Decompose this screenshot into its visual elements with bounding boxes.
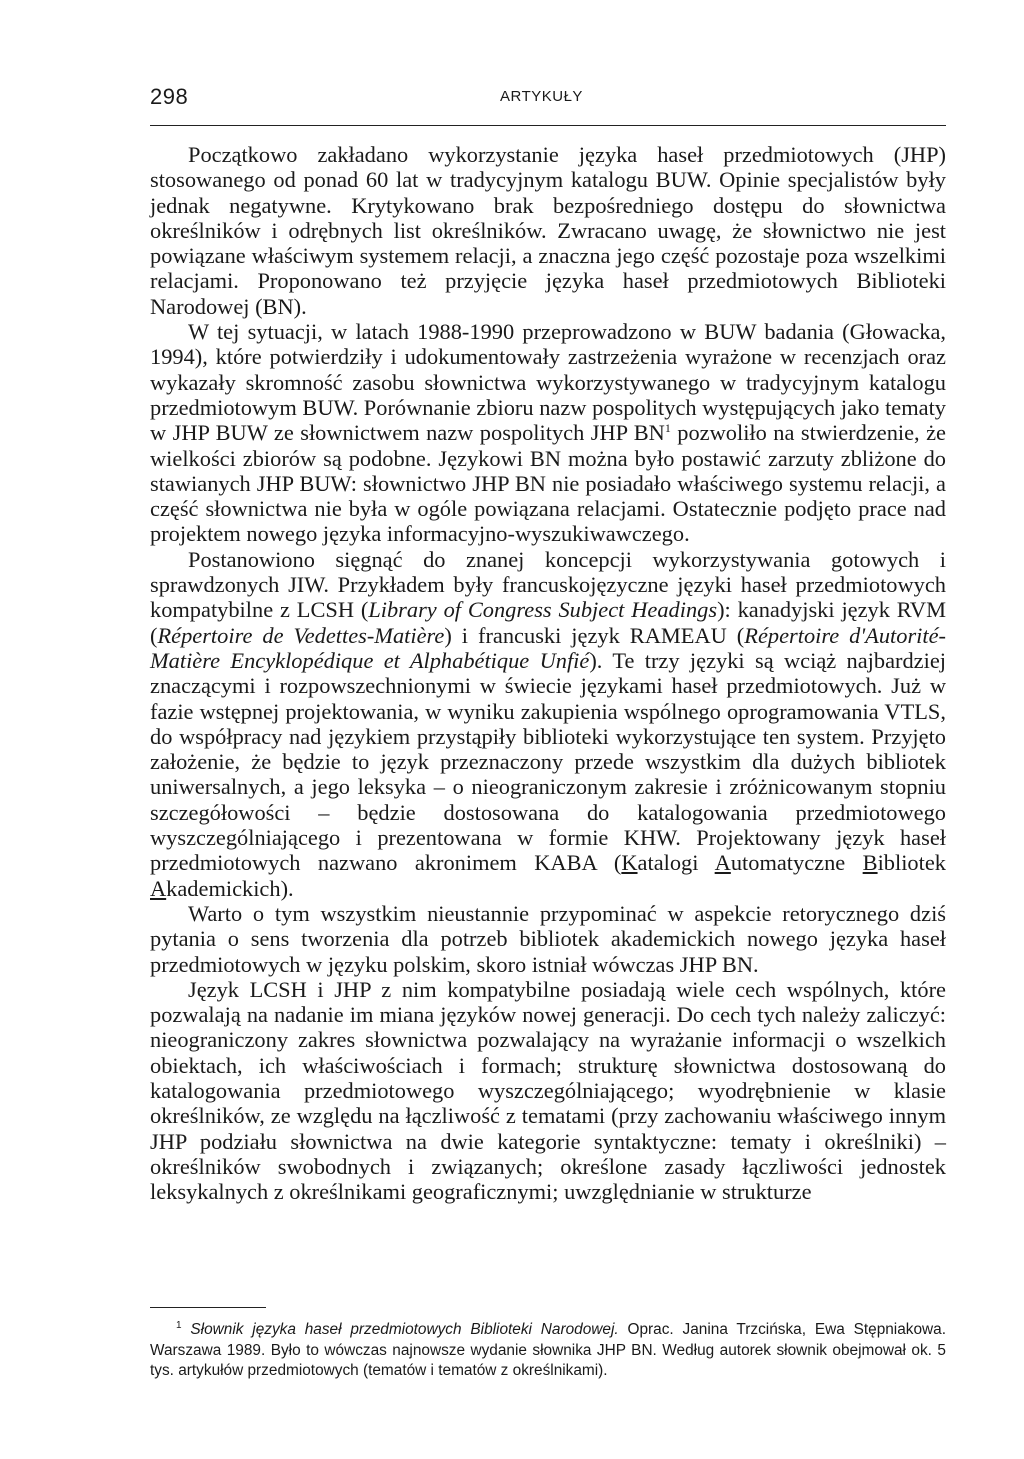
- paragraph-2: [150, 319, 946, 547]
- header-rule: [150, 125, 946, 126]
- kaba-letter-a: A: [714, 850, 731, 876]
- footnote-marker: 1: [176, 1320, 182, 1331]
- paragraph-2-text-b: pozwoliło na stwierdzenie, że wielkości zbiorów są podobne. Językowi BN można było postawić zarzuty zbliżone do stawianych JHP BUW: słownictwo JHP BN nie posiadało właściwego systemu relacji, a część słownictwa nie była w ogóle powiązana relacjami. Ostatecznie podjęto prace nad projektem nowego języka informacyjno-wyszukiwawczego.: [150, 420, 946, 547]
- paragraph-3: [150, 547, 946, 901]
- rvm-title: Répertoire de Vedettes-Matière: [157, 622, 445, 648]
- page-number: 298: [150, 84, 189, 109]
- lcsh-title: Library of Congress Subject Headings: [368, 597, 718, 623]
- paragraph-3-text-d: ). Te trzy języki są wciąż najbardziej znaczącymi i rozpowszechnionymi w świecie językami haseł przedmiotowych. Już w fazie wstępnej projektowania, w wyniku zakupienia wspólnego oprogramowania VTLS, do współpracy nad językiem przystąpiły biblioteki wykorzystujące ten system. Przyjęto założenie, że będzie to język przeznaczony przede wszystkim dla dużych bibliotek uniwersalnych, a jego leksyka – o nieograniczonym zakresie i zróżnicowanym stopniu szczegółowości – będzie dostosowana do katalogowania przedmiotowego wyszczególniającego i prezentowana w formie KHW. Projektowany język haseł przedmiotowych nazwano akronimem KABA (: [150, 647, 946, 876]
- footnote-text: Oprac. Janina Trzcińska, Ewa Stępniakowa. Warszawa 1989. Było to wówczas najnowsze wydanie słownika JHP BN. Według autorek słownik obejmował ok. 5 tys. artykułów przedmiotowych (tematów i tematów z określnikami).: [150, 1321, 946, 1379]
- kaba-word-4: kademickich: [166, 875, 281, 901]
- paragraph-3-text-b: ): kanadyjski język RVM (: [150, 597, 947, 648]
- kaba-letter-k: K: [621, 850, 638, 876]
- paragraph-3-text-c: ) i francuski język RAMEAU (: [444, 622, 745, 648]
- paragraph-3-text-a: Postanowiono sięgnąć do znanej koncepcji wykorzystywania gotowych i sprawdzonych JIW. Przykładem były francuskojęzyczne języki haseł przedmiotowych kompatybilne z LCSH (: [150, 546, 946, 623]
- paragraph-1: Początkowo zakładano wykorzystanie języka haseł przedmiotowych (JHP) stosowanego od ponad 60 lat w tradycyjnym katalogu BUW. Opinie specjalistów były jednak negatywne. Krytykowano brak bezpośredniego dostępu do słownictwa określników i odrębnych list określników. Zwracano uwagę, że słownictwo nie jest powiązane właściwym systemem relacji, a znaczna jego część pozostaje poza wszelkimi relacjami. Proponowano też przyjęcie języka haseł przedmiotowych Biblioteki Narodowej (BN).: [150, 142, 946, 319]
- paragraph-2-text-a: W tej sytuacji, w latach 1988-1990 przeprowadzono w BUW badania (Głowacka, 1994), które potwierdziły i udokumentowały zastrzeżenia wyrażone w recenzjach oraz wykazały skromność zasobu słownictwa wykorzystywanego w tradycyjnym katalogu przedmiotowym BUW. Porównanie zbioru nazw pospolitych występujących jako tematy w JHP BUW ze słownictwem nazw pospolitych JHP BN: [150, 319, 946, 446]
- paragraph-4: Warto o tym wszystkim nieustannie przypominać w aspekcie retorycznego dziś pytania o sens tworzenia dla potrzeb bibliotek akademickich nowego języka haseł przedmiotowych w języku polskim, skoro istniał wówczas JHP BN.: [150, 900, 946, 977]
- article-body: [150, 142, 946, 1204]
- paragraph-3-text-e: ).: [280, 875, 294, 901]
- kaba-letter-a2: A: [150, 875, 167, 901]
- kaba-letter-b: B: [862, 850, 878, 876]
- footnote-title: Słownik języka haseł przedmiotowych Biblioteki Narodowej.: [190, 1321, 619, 1338]
- footnote: [150, 1320, 946, 1382]
- footnote-reference: 1: [664, 421, 671, 436]
- rameau-title: Répertoire d'Autorité-Matière Encyklopédique et Alphabétique Unfié: [150, 622, 946, 673]
- kaba-word-1: atalogi: [637, 850, 715, 876]
- section-title: ARTYKUŁY: [500, 88, 583, 105]
- kaba-word-3: ibliotek: [877, 850, 946, 876]
- kaba-word-2: utomatyczne: [730, 850, 863, 876]
- running-head: [150, 84, 948, 114]
- paragraph-5: Język LCSH i JHP z nim kompatybilne posiadają wiele cech wspólnych, które pozwalają na nadanie im miana języków nowej generacji. Do cech tych należy zaliczyć: nieograniczony zakres słownictwa pozwalający na wyrażanie informacji o wszelkich obiektach, ich właściwościach i formach; strukturę słownictwa dostosowaną do katalogowania przedmiotowego wyszczególniającego; wyodrębnienie w klasie określników, ze względu na łączliwość z tematami (przy zachowaniu właściwego innym JHP podziału słownictwa na dwie kategorie syntaktyczne: tematy i określniki) – określników swobodnych i związanych; określone zasady łączliwości jednostek leksykalnych z określnikami geograficznymi; uwzględnianie w strukturze: [150, 976, 946, 1205]
- footnote-rule: [150, 1307, 266, 1308]
